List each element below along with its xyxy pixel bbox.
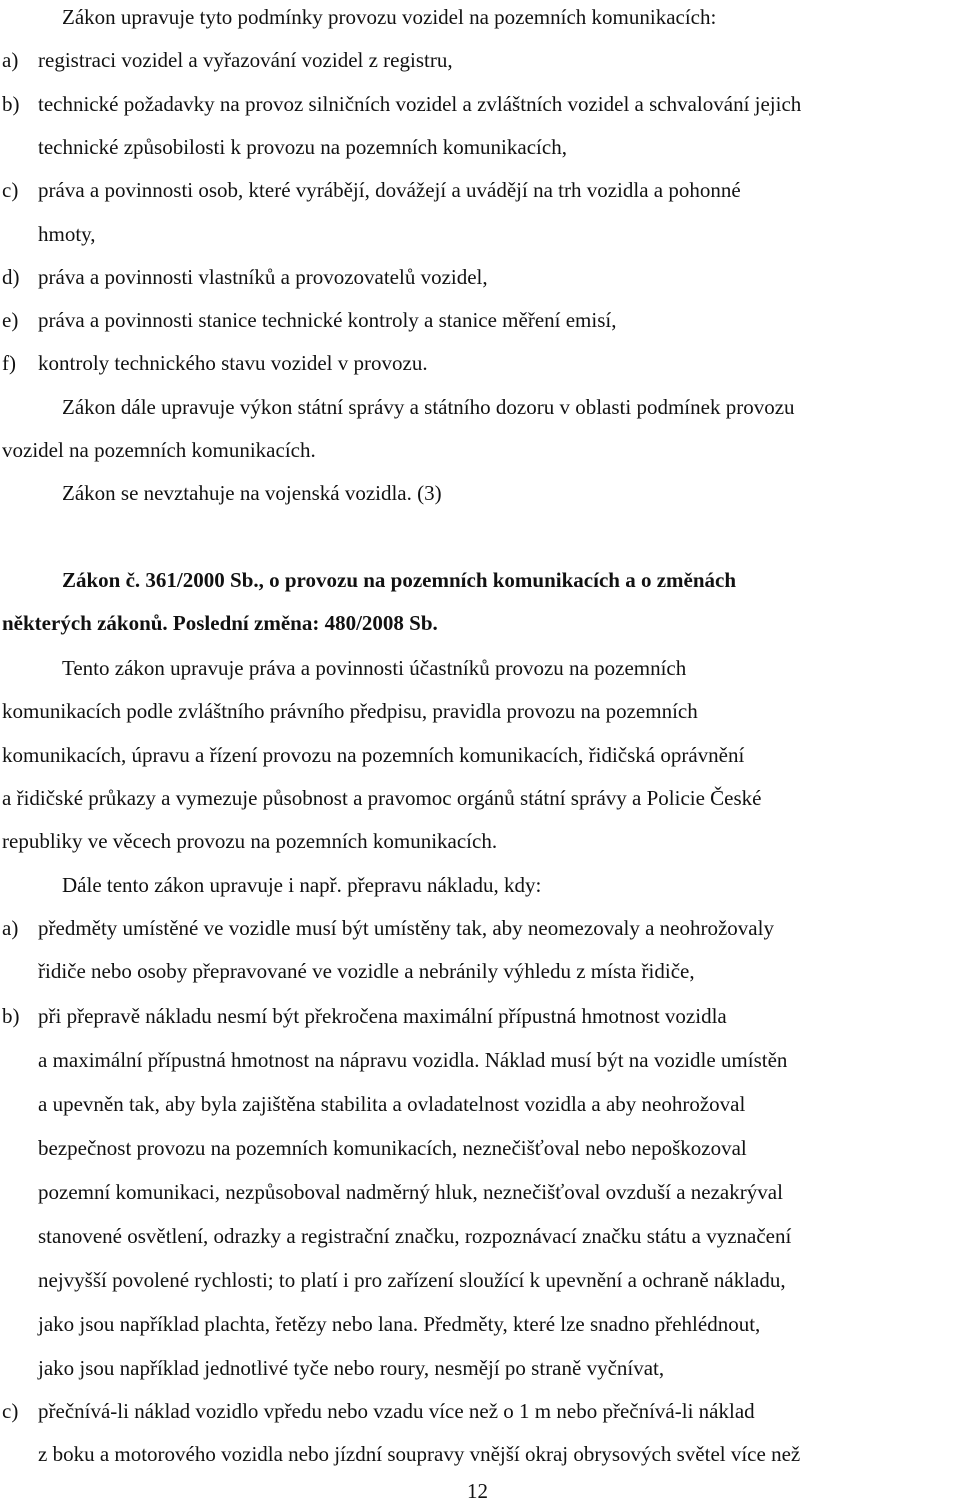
- list-item-text: jako jsou například plachta, řetězy nebo lana. Předměty, které lze snadno přehlédnout,: [38, 1312, 761, 1336]
- paragraph-line: Zákon se nevztahuje na vojenská vozidla. (3): [62, 481, 442, 505]
- list-item-text: přečnívá-li náklad vozidlo vpředu nebo vzadu více než o 1 m nebo přečnívá-li náklad: [38, 1399, 755, 1423]
- list-item-text: technické způsobilosti k provozu na pozemních komunikacích,: [38, 135, 567, 159]
- list-item-text: z boku a motorového vozidla nebo jízdní soupravy vnější okraj obrysových světel více než: [38, 1442, 801, 1466]
- list-marker: d): [2, 265, 20, 289]
- paragraph-line: komunikacích podle zvláštního právního předpisu, pravidla provozu na pozemních: [2, 699, 698, 723]
- list-item-text: nejvyšší povolené rychlosti; to platí i pro zařízení sloužící k upevnění a ochraně nákladu,: [38, 1268, 786, 1292]
- list-item-text: pozemní komunikaci, nezpůsoboval nadměrný hluk, neznečišťoval ovzduší a nezakrýval: [38, 1180, 783, 1204]
- list-item-text: hmoty,: [38, 222, 96, 246]
- paragraph-line: vozidel na pozemních komunikacích.: [2, 438, 316, 462]
- list-marker: b): [2, 92, 20, 116]
- list-item-text: stanovené osvětlení, odrazky a registrační značku, rozpoznávací značku státu a vyznačení: [38, 1224, 792, 1248]
- list-marker: f): [2, 351, 16, 375]
- list-item-text: při přepravě nákladu nesmí být překročena maximální přípustná hmotnost vozidla: [38, 1004, 727, 1028]
- list-item-text: práva a povinnosti osob, které vyrábějí, dovážejí a uvádějí na trh vozidla a pohonné: [38, 178, 741, 202]
- list-item-text: a maximální přípustná hmotnost na nápravu vozidla. Náklad musí být na vozidle umístěn: [38, 1048, 788, 1072]
- list-item-text: práva a povinnosti stanice technické kontroly a stanice měření emisí,: [38, 308, 617, 332]
- list-item-text: jako jsou například jednotlivé tyče nebo roury, nesmějí po straně vyčnívat,: [38, 1356, 665, 1380]
- paragraph-line: komunikacích, úpravu a řízení provozu na pozemních komunikacích, řidičská oprávnění: [2, 743, 745, 767]
- law-heading-line2: některých zákonů. Poslední změna: 480/2008 Sb.: [2, 611, 438, 635]
- list-item-text: technické požadavky na provoz silničních vozidel a zvláštních vozidel a schvalování jejich: [38, 92, 802, 116]
- list-item-text: kontroly technického stavu vozidel v provozu.: [38, 351, 428, 375]
- list-item-text: předměty umístěné ve vozidle musí být umístěny tak, aby neomezovaly a neohrožovaly: [38, 916, 774, 940]
- list-item-text: registraci vozidel a vyřazování vozidel z registru,: [38, 48, 453, 72]
- list-marker: a): [2, 916, 19, 940]
- intro-lead: Zákon upravuje tyto podmínky provozu vozidel na pozemních komunikacích:: [62, 5, 717, 29]
- list-lead: Dále tento zákon upravuje i např. přepravu nákladu, kdy:: [62, 873, 542, 897]
- paragraph-line: Zákon dále upravuje výkon státní správy a státního dozoru v oblasti podmínek provozu: [62, 395, 795, 419]
- list-item-text: a upevněn tak, aby byla zajištěna stabilita a ovladatelnost vozidla a aby neohrožoval: [38, 1092, 746, 1116]
- page-number: 12: [467, 1479, 488, 1503]
- law-heading-line1: Zákon č. 361/2000 Sb., o provozu na pozemních komunikacích a o změnách: [62, 568, 737, 592]
- list-item-text: řidiče nebo osoby přepravované ve vozidle a nebránily výhledu z místa řidiče,: [38, 959, 695, 983]
- paragraph-line: Tento zákon upravuje práva a povinnosti účastníků provozu na pozemních: [62, 656, 687, 680]
- list-marker: b): [2, 1004, 20, 1028]
- list-marker: c): [2, 178, 19, 202]
- list-item-text: bezpečnost provozu na pozemních komunikacích, neznečišťoval nebo nepoškozoval: [38, 1136, 747, 1160]
- paragraph-line: a řidičské průkazy a vymezuje působnost a pravomoc orgánů státní správy a Policie České: [2, 786, 762, 810]
- list-marker: e): [2, 308, 19, 332]
- list-item-text: práva a povinnosti vlastníků a provozovatelů vozidel,: [38, 265, 488, 289]
- list-marker: c): [2, 1399, 19, 1423]
- paragraph-line: republiky ve věcech provozu na pozemních komunikacích.: [2, 829, 498, 853]
- list-marker: a): [2, 48, 19, 72]
